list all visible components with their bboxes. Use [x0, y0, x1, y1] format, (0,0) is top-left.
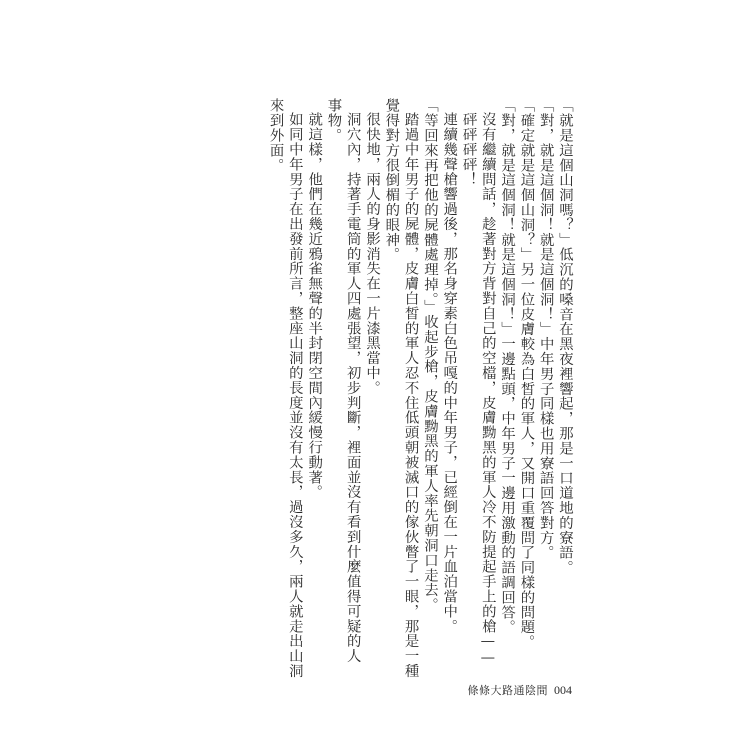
paragraph-line: 事物。: [325, 98, 342, 143]
paragraph-line: 「等回來再把他的屍體處理掉。」收起步槍，皮膚黝黑的軍人率先朝洞口走去。: [421, 98, 438, 613]
paragraph-line: 踏過中年男子的屍體，皮膚白皙的軍人忍不住低頭朝被滅口的傢伙瞥了一眼，那是一種: [402, 112, 419, 679]
paragraph-line: 沒有繼續問話，趁著對方背對自己的空檔，皮膚黝黑的軍人冷不防提起手上的槍——: [479, 112, 496, 667]
paragraph-line: 連續幾聲槍響過後，那名身穿素白色吊嘎的中年男子，已經倒在一片血泊當中。: [441, 112, 458, 634]
paragraph-line: 砰砰砰砰！: [460, 112, 477, 187]
paragraph-line: 「確定就是這個山洞？」另一位皮膚較為白皙的軍人，又開口重覆問了同樣的問題。: [518, 98, 535, 650]
paragraph-line: 覺得對方很倒楣的眼神。: [383, 98, 400, 262]
paragraph-line: 「對，就是這個洞！就是這個洞！」中年男子同樣也用寮語回答對方。: [537, 98, 554, 560]
page-footer: [468, 682, 573, 698]
paragraph-line: 很快地，兩人的身影消失在一片漆黑當中。: [364, 112, 381, 396]
paragraph-line: 「就是這個山洞嗎？」低沉的嗓音在黑夜裡響起，那是一口道地的寮語。: [557, 98, 573, 575]
paragraph-line: 來到外面。: [267, 98, 284, 173]
paragraph-line: 洞穴內，持著手電筒的軍人四處張望，初步判斷，裡面並沒有看到什麼值得可疑的人: [344, 112, 361, 664]
body-text: [265, 98, 574, 679]
paragraph-line: 就這樣，他們在幾近鴉雀無聲的半封閉空間內緩慢行動著。: [306, 112, 323, 500]
page-number: 004: [554, 683, 572, 697]
paragraph-line: 如同中年男子在出發前所言，整座山洞的長度並沒有太長，過沒多久，兩人就走出山洞: [286, 112, 303, 679]
book-title: 條條大路通陰間: [467, 684, 548, 697]
paragraph-line: 「對，就是這個洞！就是這個洞！」一邊點頭，中年男子一邊用激動的語調回答。: [499, 98, 516, 635]
